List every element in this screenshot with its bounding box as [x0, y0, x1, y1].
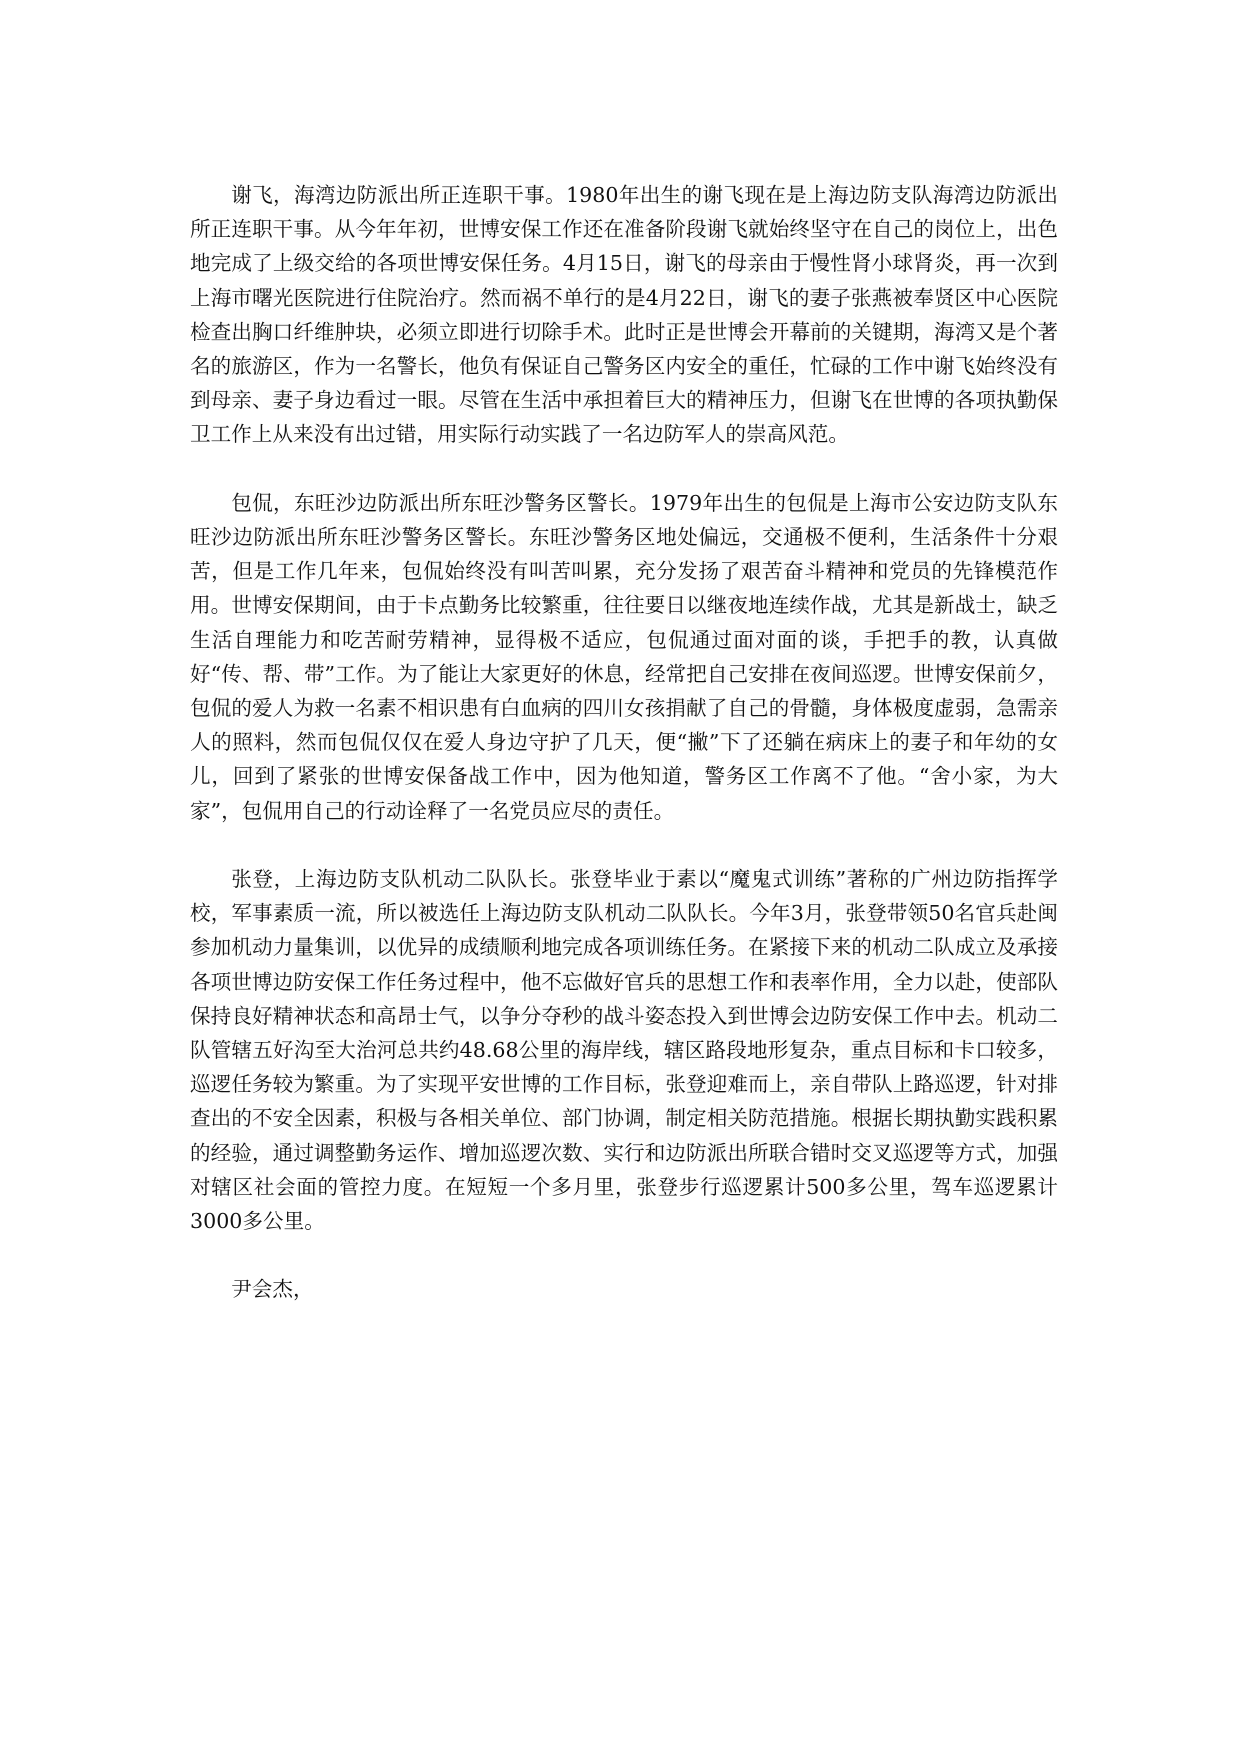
paragraph-zhang-deng: 张登，上海边防支队机动二队队长。张登毕业于素以“魔鬼式训练”著称的广州边防指挥学校，军事素质一流，所以被选任上海边防支队机动二队队长。今年3月，张登带领50名官兵赴闽参加机动力量集训，以优异的成绩顺利地完成各项训练任务。在紧接下来的机动二队成立及承接各项世博边防安保工作任务过程中，他不忘做好官兵的思想工作和表率作用，全力以赴，使部队保持良好精神状态和高昂士气，以争分夺秒的战斗姿态投入到世博会边防安保工作中去。机动二队管辖五好沟至大治河总共约48.68公里的海岸线，辖区路段地形复杂，重点目标和卡口较多，巡逻任务较为繁重。为了实现平安世博的工作目标，张登迎难而上，亲自带队上路巡逻，针对排查出的不安全因素，积极与各相关单位、部门协调，制定相关防范措施。根据长期执勤实践积累的经验，通过调整勤务运作、增加巡逻次数、实行和边防派出所联合错时交叉巡逻等方式，加强对辖区社会面的管控力度。在短短一个多月里，张登步行巡逻累计500多公里，驾车巡逻累计3000多公里。: [190, 867, 1058, 1234]
paragraph-xie-fei: 谢飞，海湾边防派出所正连职干事。1980年出生的谢飞现在是上海边防支队海湾边防派出所正连职干事。从今年年初，世博安保工作还在准备阶段谢飞就始终坚守在自己的岗位上，出色地完成了上级交给的各项世博安保任务。4月15日，谢飞的母亲由于慢性肾小球肾炎，再一次到上海市曙光医院进行住院治疗。然而祸不单行的是4月22日，谢飞的妻子张燕被奉贤区中心医院检查出胸口纤维肿块，必须立即进行切除手术。此时正是世博会开幕前的关键期，海湾又是个著名的旅游区，作为一名警长，他负有保证自己警务区内安全的重任，忙碌的工作中谢飞始终没有到母亲、妻子身边看过一眼。尽管在生活中承担着巨大的精神压力，但谢飞在世博的各项执勤保卫工作上从来没有出过错，用实际行动实践了一名边防军人的崇高风范。: [190, 183, 1058, 447]
document-body: [190, 178, 1058, 1307]
paragraph-yin-huijie: 尹会杰，: [231, 1277, 314, 1302]
paragraph-bao-kan: 包侃，东旺沙边防派出所东旺沙警务区警长。1979年出生的包侃是上海市公安边防支队东旺沙边防派出所东旺沙警务区警长。东旺沙警务区地处偏远，交通极不便利，生活条件十分艰苦，但是工作几年来，包侃始终没有叫苦叫累，充分发扬了艰苦奋斗精神和党员的先锋模范作用。世博安保期间，由于卡点勤务比较繁重，往往要日以继夜地连续作战，尤其是新战士，缺乏生活自理能力和吃苦耐劳精神，显得极不适应，包侃通过面对面的谈，手把手的教，认真做好“传、帮、带”工作。为了能让大家更好的休息，经常把自己安排在夜间巡逻。世博安保前夕，包侃的爱人为救一名素不相识患有白血病的四川女孩捐献了自己的骨髓，身体极度虚弱，急需亲人的照料，然而包侃仅仅在爱人身边守护了几天，便“撇”下了还躺在病床上的妻子和年幼的女儿，回到了紧张的世博安保备战工作中，因为他知道，警务区工作离不了他。“舍小家，为大家”，包侃用自己的行动诠释了一名党员应尽的责任。: [190, 490, 1058, 823]
